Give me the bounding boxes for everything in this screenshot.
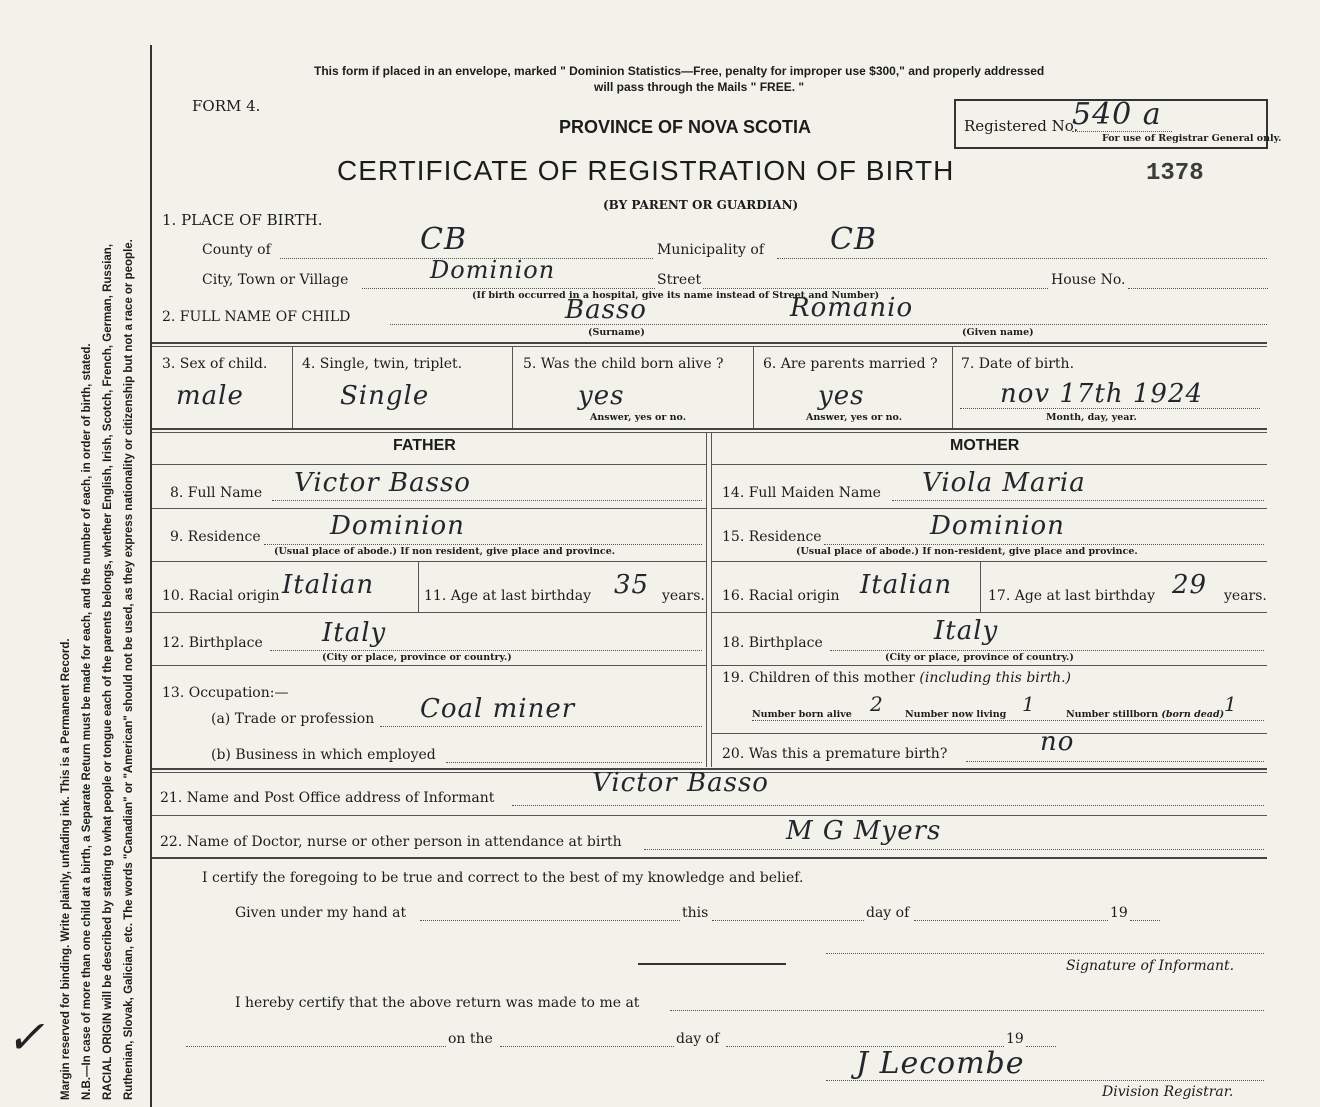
mother-heading: MOTHER bbox=[950, 437, 1020, 454]
stillborn-count-label: Number stillborn (born dead) bbox=[1066, 709, 1225, 720]
street-label: Street bbox=[657, 272, 702, 288]
number-stamp: 1378 bbox=[1146, 160, 1204, 187]
yesno-caption: Answer, yes or no. bbox=[806, 412, 903, 423]
father-name-label: 8. Full Name bbox=[170, 485, 263, 501]
date-caption: Month, day, year. bbox=[1046, 412, 1137, 423]
day-of-label: day of bbox=[866, 905, 910, 921]
born-alive-value: yes bbox=[578, 381, 625, 411]
certify-text: I certify the foregoing to be true and correct to the best of my knowledge and belief. bbox=[202, 870, 804, 886]
trade-value: Coal miner bbox=[420, 694, 576, 724]
child-name-label: 2. FULL NAME OF CHILD bbox=[162, 309, 351, 325]
registered-value: 540 a bbox=[1072, 97, 1162, 132]
mother-residence-value: Dominion bbox=[930, 511, 1065, 541]
county-value: CB bbox=[420, 222, 467, 257]
born-alive-label: 5. Was the child born alive ? bbox=[523, 356, 724, 372]
given-under-hand-label: Given under my hand at bbox=[235, 905, 407, 921]
mother-age-label: 17. Age at last birthday bbox=[988, 588, 1156, 604]
mother-birthplace-value: Italy bbox=[934, 616, 999, 646]
plurality-label: 4. Single, twin, triplet. bbox=[302, 356, 463, 372]
father-residence-caption: (Usual place of abode.) If non resident, give place and province. bbox=[274, 546, 616, 557]
mother-racial-value: Italian bbox=[860, 570, 953, 600]
postal-notice-line1: This form if placed in an envelope, marked " Dominion Statistics—Free, penalty for improper use $300," and properly addressed bbox=[314, 64, 1045, 78]
living-count-label: Number now living bbox=[905, 709, 1007, 720]
mother-residence-caption: (Usual place of abode.) If non-resident, give place and province. bbox=[796, 546, 1138, 557]
parents-married-label: 6. Are parents married ? bbox=[763, 356, 938, 372]
registrar-certify-text: I hereby certify that the above return was made to me at bbox=[235, 995, 640, 1011]
father-residence-value: Dominion bbox=[330, 511, 465, 541]
margin-notes bbox=[56, 10, 140, 1100]
registered-note: For use of Registrar General only. bbox=[1102, 133, 1282, 144]
registrar-year-prefix: 19 bbox=[1006, 1031, 1024, 1047]
informant-value: Victor Basso bbox=[592, 768, 769, 798]
margin-note-line: Margin reserved for binding. Write plainly, unfading ink. This is a Permanent Record. bbox=[60, 638, 72, 1100]
mother-name-value: Viola Maria bbox=[922, 468, 1086, 498]
children-label: 19. Children of this mother (including this birth.) bbox=[722, 670, 1072, 686]
margin-rule bbox=[150, 45, 152, 1107]
date-of-birth-value: nov 17th 1924 bbox=[1000, 379, 1204, 409]
yesno-caption: Answer, yes or no. bbox=[590, 412, 687, 423]
mother-residence-label: 15. Residence bbox=[722, 529, 822, 545]
father-birthplace-value: Italy bbox=[322, 618, 387, 648]
registrar-day-of-label: day of bbox=[676, 1031, 720, 1047]
certificate-subtitle: (BY PARENT OR GUARDIAN) bbox=[603, 198, 799, 212]
mother-birthplace-label: 18. Birthplace bbox=[722, 635, 823, 651]
father-racial-label: 10. Racial origin bbox=[162, 588, 280, 604]
margin-note-line: RACIAL ORIGIN will be described by stating to what people or tongue each of the parents belongs, whether English, Irish, Scotch, French, German, Russian, bbox=[102, 243, 114, 1100]
parents-married-value: yes bbox=[818, 381, 865, 411]
father-age-value: 35 bbox=[614, 570, 650, 600]
sex-label: 3. Sex of child. bbox=[162, 356, 268, 372]
trade-label: (a) Trade or profession bbox=[211, 711, 375, 727]
on-the-label: on the bbox=[448, 1031, 493, 1047]
city-value: Dominion bbox=[430, 256, 556, 284]
year-prefix: 19 bbox=[1110, 905, 1128, 921]
certificate-title: CERTIFICATE OF REGISTRATION OF BIRTH bbox=[337, 155, 955, 186]
postal-notice-line2: will pass through the Mails " FREE. " bbox=[594, 80, 805, 94]
city-label: City, Town or Village bbox=[202, 272, 349, 288]
province-heading: PROVINCE OF NOVA SCOTIA bbox=[559, 117, 812, 137]
margin-check-mark: ✓ bbox=[6, 1010, 45, 1064]
born-alive-count-label: Number born alive bbox=[752, 709, 852, 720]
form-number: FORM 4. bbox=[192, 97, 261, 115]
margin-note-line: Ruthenian, Slovak, Galician, etc. The words "Canadian" or "American" should not be used, as they express nationality or citizenship but not a race or people. bbox=[123, 239, 135, 1100]
doctor-label: 22. Name of Doctor, nurse or other person in attendance at birth bbox=[160, 834, 622, 850]
business-label: (b) Business in which employed bbox=[211, 747, 436, 763]
premature-label: 20. Was this a premature birth? bbox=[722, 746, 948, 762]
mother-years-label: years. bbox=[1224, 588, 1267, 604]
surname-caption: (Surname) bbox=[588, 327, 645, 338]
informant-signature-caption: Signature of Informant. bbox=[1066, 958, 1235, 974]
child-given-name: Romanio bbox=[790, 293, 914, 323]
municipality-label: Municipality of bbox=[657, 242, 765, 258]
registered-number-box bbox=[954, 97, 1282, 149]
municipality-value: CB bbox=[830, 222, 877, 257]
registrar-caption: Division Registrar. bbox=[1102, 1084, 1234, 1100]
premature-value: no bbox=[1040, 727, 1075, 757]
registrar-signature: J Lecombe bbox=[856, 1046, 1025, 1081]
father-birthplace-label: 12. Birthplace bbox=[162, 635, 263, 651]
given-name-caption: (Given name) bbox=[962, 327, 1034, 338]
born-alive-count-value: 2 bbox=[870, 692, 884, 716]
father-name-value: Victor Basso bbox=[294, 468, 471, 498]
occupation-label: 13. Occupation:— bbox=[162, 685, 289, 701]
sex-value: male bbox=[176, 381, 244, 411]
mother-racial-label: 16. Racial origin bbox=[722, 588, 840, 604]
date-of-birth-label: 7. Date of birth. bbox=[961, 356, 1075, 372]
informant-label: 21. Name and Post Office address of Informant bbox=[160, 790, 495, 806]
father-residence-label: 9. Residence bbox=[170, 529, 261, 545]
hospital-note: (If birth occurred in a hospital, give its name instead of Street and Number) bbox=[472, 290, 880, 301]
child-surname: Basso bbox=[565, 295, 647, 325]
father-heading: FATHER bbox=[393, 437, 456, 454]
living-count-value: 1 bbox=[1022, 692, 1036, 716]
plurality-value: Single bbox=[340, 381, 430, 411]
mother-name-label: 14. Full Maiden Name bbox=[722, 485, 881, 501]
stillborn-count-value: 1 bbox=[1224, 692, 1238, 716]
mother-birthplace-caption: (City or place, province of country.) bbox=[885, 652, 1074, 663]
place-of-birth-heading: 1. PLACE OF BIRTH. bbox=[162, 211, 323, 229]
mother-age-value: 29 bbox=[1172, 570, 1208, 600]
father-racial-value: Italian bbox=[282, 570, 375, 600]
margin-note-line: N.B.—In case of more than one child at a birth, a Separate Return must be made for each, and the number of each, in order of birth, stated. bbox=[81, 343, 93, 1100]
registered-label: Registered No. bbox=[964, 117, 1079, 135]
county-label: County of bbox=[202, 242, 271, 258]
father-age-label: 11. Age at last birthday bbox=[424, 588, 592, 604]
doctor-value: M G Myers bbox=[786, 816, 942, 846]
father-years-label: years. bbox=[662, 588, 705, 604]
house-number-label: House No. bbox=[1051, 272, 1126, 288]
this-label: this bbox=[682, 905, 709, 921]
father-birthplace-caption: (City or place, province or country.) bbox=[322, 652, 512, 663]
